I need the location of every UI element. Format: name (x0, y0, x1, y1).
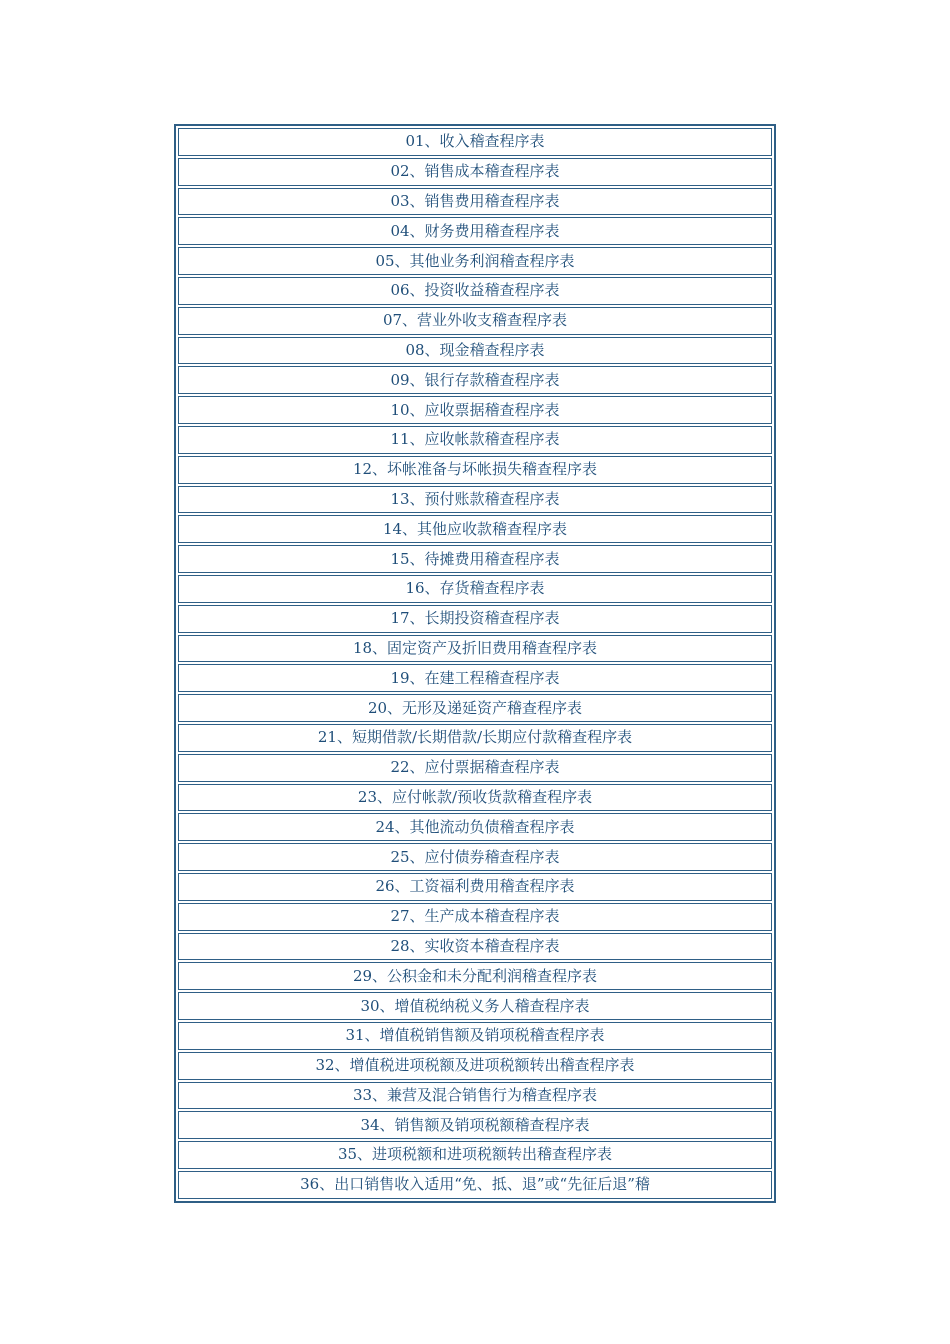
table-row (178, 933, 772, 961)
index-entry[interactable]: 20、无形及递延资产稽查程序表 (178, 694, 772, 722)
index-entry[interactable]: 34、销售额及销项税额稽查程序表 (178, 1111, 772, 1139)
table-row (178, 217, 772, 245)
index-entry[interactable]: 23、应付帐款/预收货款稽查程序表 (178, 784, 772, 812)
table-row (178, 1082, 772, 1110)
index-entry[interactable]: 18、固定资产及折旧费用稽查程序表 (178, 635, 772, 663)
index-entry[interactable]: 10、应收票据稽查程序表 (178, 396, 772, 424)
table-row (178, 396, 772, 424)
table-row (178, 337, 772, 365)
index-entry[interactable]: 26、工资福利费用稽查程序表 (178, 873, 772, 901)
table-row (178, 128, 772, 156)
index-entry[interactable]: 08、现金稽查程序表 (178, 337, 772, 365)
table-row (178, 992, 772, 1020)
table-row (178, 605, 772, 633)
index-entry[interactable]: 02、销售成本稽查程序表 (178, 158, 772, 186)
table-row (178, 664, 772, 692)
table-row (178, 1022, 772, 1050)
index-entry[interactable]: 30、增值税纳税义务人稽查程序表 (178, 992, 772, 1020)
table-row (178, 515, 772, 543)
index-entry[interactable]: 28、实收资本稽查程序表 (178, 933, 772, 961)
table-row (178, 426, 772, 454)
table-row (178, 247, 772, 275)
index-entry[interactable]: 04、财务费用稽查程序表 (178, 217, 772, 245)
table-row (178, 456, 772, 484)
audit-procedure-index-table (174, 124, 776, 1203)
index-entry[interactable]: 27、生产成本稽查程序表 (178, 903, 772, 931)
index-entry[interactable]: 24、其他流动负债稽查程序表 (178, 813, 772, 841)
table-row (178, 366, 772, 394)
table-row (178, 754, 772, 782)
index-entry[interactable]: 36、出口销售收入适用“免、抵、退”或“先征后退”稽 (178, 1171, 772, 1199)
index-entry[interactable]: 33、兼营及混合销售行为稽查程序表 (178, 1082, 772, 1110)
index-entry[interactable]: 16、存货稽查程序表 (178, 575, 772, 603)
index-entry[interactable]: 25、应付债券稽查程序表 (178, 843, 772, 871)
index-entry[interactable]: 31、增值税销售额及销项税稽查程序表 (178, 1022, 772, 1050)
index-entry[interactable]: 22、应付票据稽查程序表 (178, 754, 772, 782)
index-entry[interactable]: 05、其他业务利润稽查程序表 (178, 247, 772, 275)
table-row (178, 307, 772, 335)
index-entry[interactable]: 29、公积金和未分配利润稽查程序表 (178, 962, 772, 990)
table-row (178, 635, 772, 663)
table-row (178, 545, 772, 573)
index-entry[interactable]: 15、待摊费用稽查程序表 (178, 545, 772, 573)
table-row (178, 158, 772, 186)
index-table-body (178, 128, 772, 1199)
index-entry[interactable]: 32、增值税进项税额及进项税额转出稽查程序表 (178, 1052, 772, 1080)
index-entry[interactable]: 09、银行存款稽查程序表 (178, 366, 772, 394)
table-row (178, 277, 772, 305)
table-row (178, 1111, 772, 1139)
index-entry[interactable]: 06、投资收益稽查程序表 (178, 277, 772, 305)
table-row (178, 962, 772, 990)
table-row (178, 486, 772, 514)
table-row (178, 813, 772, 841)
table-row (178, 843, 772, 871)
index-entry[interactable]: 07、营业外收支稽查程序表 (178, 307, 772, 335)
index-entry[interactable]: 14、其他应收款稽查程序表 (178, 515, 772, 543)
table-row (178, 784, 772, 812)
index-entry[interactable]: 13、预付账款稽查程序表 (178, 486, 772, 514)
index-entry[interactable]: 17、长期投资稽查程序表 (178, 605, 772, 633)
index-entry[interactable]: 19、在建工程稽查程序表 (178, 664, 772, 692)
table-row (178, 1052, 772, 1080)
index-entry[interactable]: 12、坏帐准备与坏帐损失稽查程序表 (178, 456, 772, 484)
table-row (178, 903, 772, 931)
table-row (178, 724, 772, 752)
index-entry[interactable]: 21、短期借款/长期借款/长期应付款稽查程序表 (178, 724, 772, 752)
table-row (178, 188, 772, 216)
index-entry[interactable]: 01、收入稽查程序表 (178, 128, 772, 156)
table-row (178, 873, 772, 901)
index-entry[interactable]: 35、进项税额和进项税额转出稽查程序表 (178, 1141, 772, 1169)
index-entry[interactable]: 11、应收帐款稽查程序表 (178, 426, 772, 454)
index-entry[interactable]: 03、销售费用稽查程序表 (178, 188, 772, 216)
table-row (178, 1171, 772, 1199)
table-row (178, 1141, 772, 1169)
table-row (178, 575, 772, 603)
table-row (178, 694, 772, 722)
